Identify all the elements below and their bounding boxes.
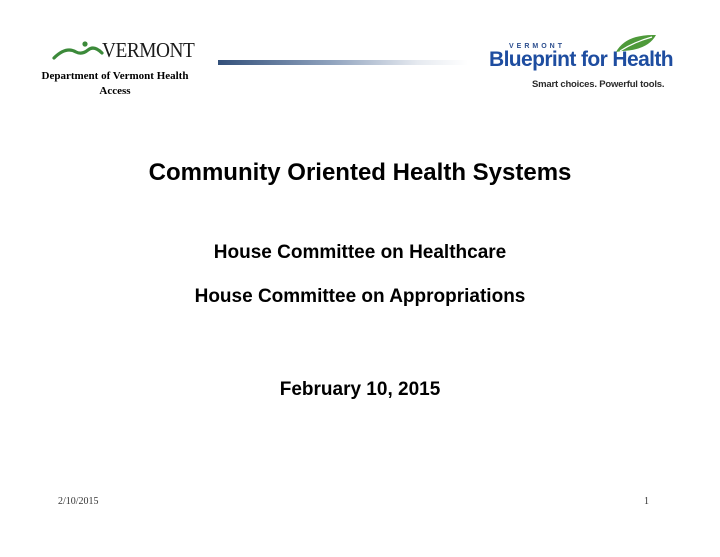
leaf-icon — [612, 32, 660, 54]
vermont-logo-text: VERMONT — [102, 38, 195, 62]
header-divider — [218, 60, 468, 65]
page-number: 1 — [644, 496, 649, 507]
slide-title: Community Oriented Health Systems — [148, 159, 572, 186]
committee-appropriations: House Committee on Appropriations — [194, 286, 526, 307]
blueprint-logo-text: Blueprint for Health — [489, 48, 674, 71]
presentation-date: February 10, 2015 — [279, 379, 441, 400]
footer-date: 2/10/2015 — [58, 496, 99, 507]
department-name: Department of Vermont Health Access — [41, 70, 189, 97]
blueprint-tagline: Smart choices. Powerful tools. — [532, 79, 665, 90]
committee-healthcare: House Committee on Healthcare — [213, 242, 507, 263]
blueprint-state-label: VERMONT — [509, 43, 565, 50]
